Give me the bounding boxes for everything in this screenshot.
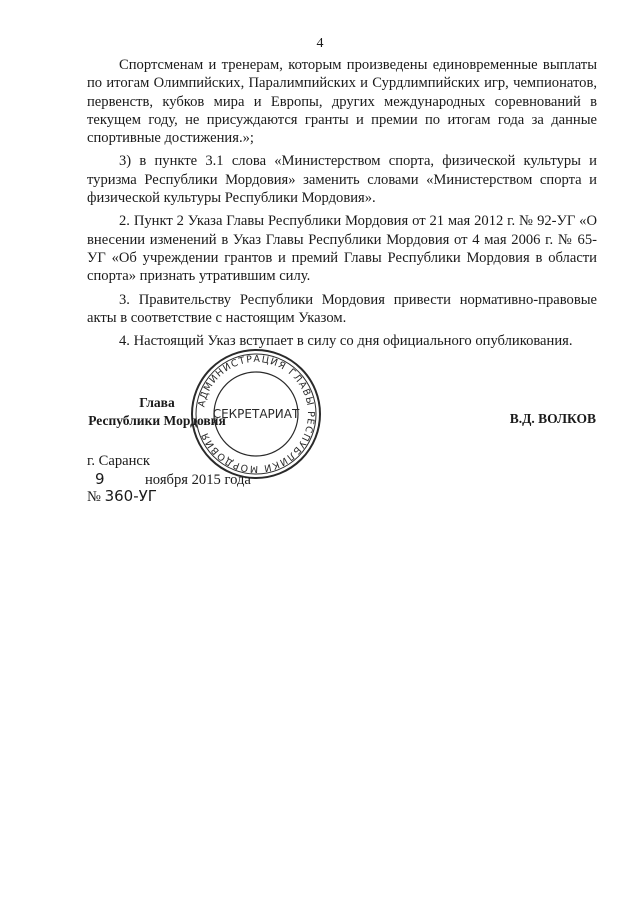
signer-position bbox=[87, 394, 227, 430]
page-number: 4 bbox=[316, 36, 324, 51]
number-value: 360-УГ bbox=[104, 487, 157, 505]
paragraph-point-2: 2. Пункт 2 Указа Главы Республики Мордовия от 21 мая 2012 г. № 92-УГ «О внесении изменений в Указ Главы Республики Мордовия от 4 мая 2006 г. № 65-УГ «Об учреждении грантов и премий Главы Республики Мордовия в области спорта» признать утратившим силу. bbox=[87, 213, 597, 285]
document-body bbox=[87, 56, 597, 350]
paragraph-point-4: 4. Настоящий Указ вступает в силу со дня официального опубликования. bbox=[119, 333, 573, 350]
date-month-year: ноября 2015 года bbox=[145, 472, 251, 488]
number-sign: № bbox=[87, 489, 101, 505]
signer-name: В.Д. ВОЛКОВ bbox=[509, 411, 596, 426]
date-day: 9 bbox=[95, 470, 105, 488]
paragraph-point-3: 3. Правительству Республики Мордовия привести нормативно-правовые акты в соответствие с настоящим Указом. bbox=[87, 291, 597, 326]
stamp-ring-text: АДМИНИСТРАЦИЯ ГЛАВЫ РЕСПУБЛИКИ МОРДОВИЯ bbox=[196, 353, 317, 475]
paragraph-item-3: 3) в пункте 3.1 слова «Министерством спорта, физической культуры и туризма Республики Мордовия» заменить словами «Министерством спорта и физической культуры Республики Мордовия». bbox=[87, 153, 597, 207]
document-number bbox=[87, 487, 157, 506]
paragraph-athletes-grants: Спортсменам и тренерам, которым произведены единовременные выплаты по итогам Олимпийских, Паралимпийских и Сурдлимпийских игр, чемпионатов, первенств, кубков мира и Европы, других международных соревнований в текущем году, не присуждаются гранты и премии по итогам года за данные спортивные достижения.»; bbox=[87, 57, 597, 147]
signer-title-line1: Глава bbox=[139, 395, 175, 410]
signer-title-line2: Республики Мордовия bbox=[88, 413, 226, 428]
place-of-signing: г. Саранск bbox=[87, 453, 150, 469]
stamp-center-text: СЕКРЕТАРИАТ bbox=[212, 407, 300, 421]
